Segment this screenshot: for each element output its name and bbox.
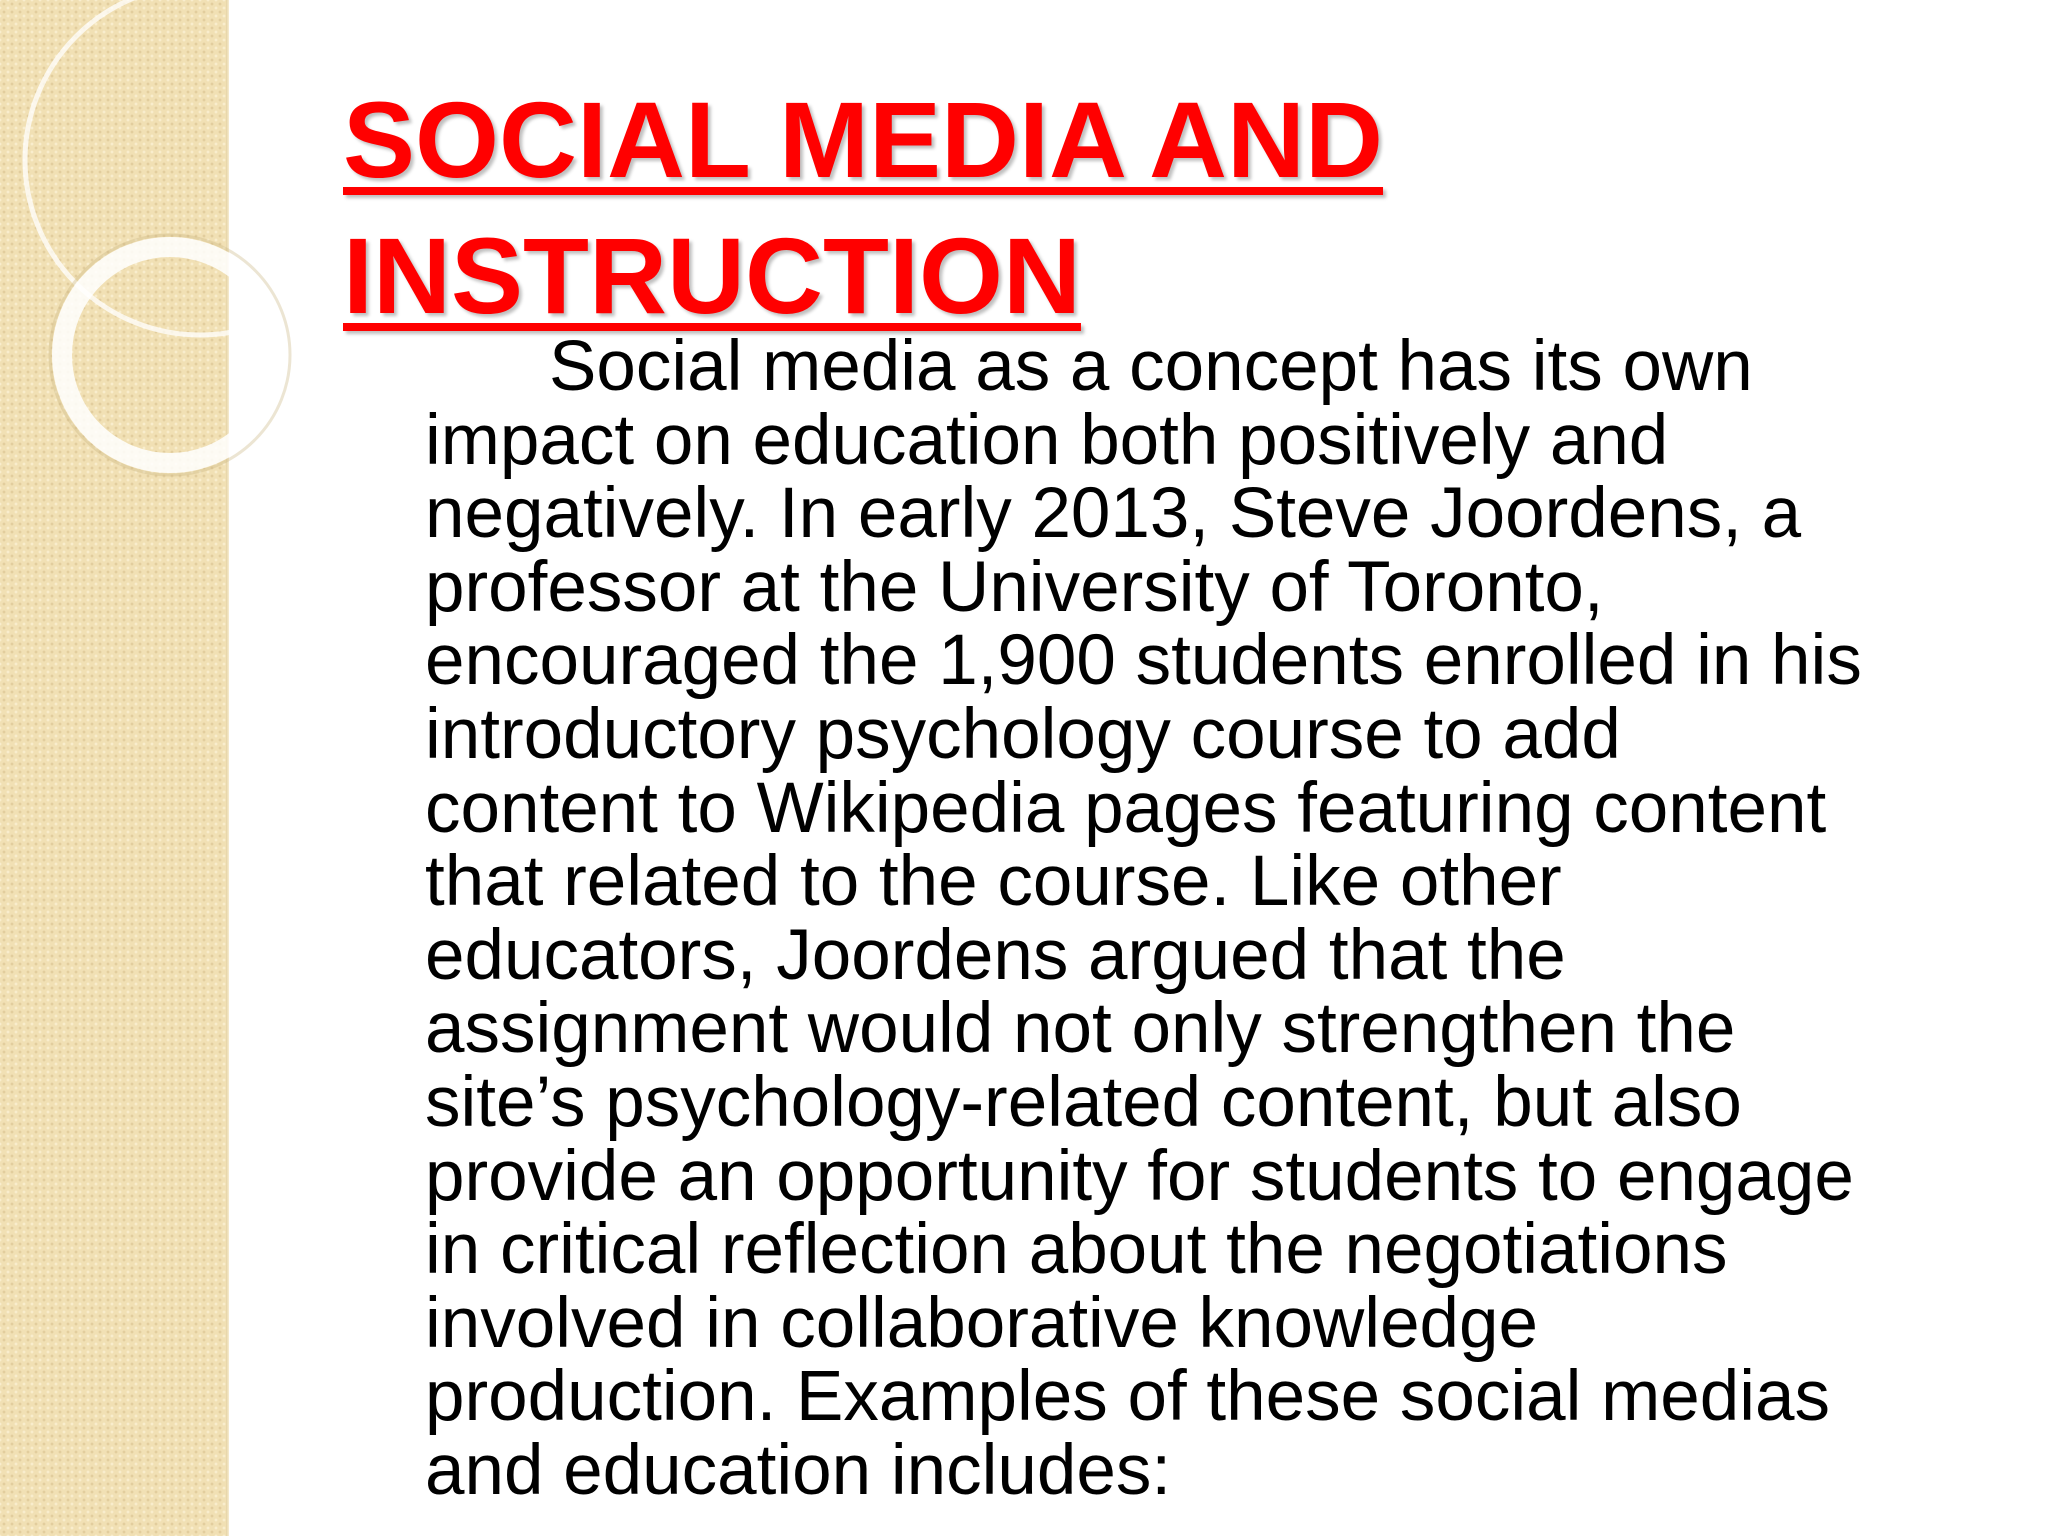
body-line: site’s psychology-related content, but also <box>425 1062 1742 1142</box>
body-line: negatively. In early 2013, Steve Joordens, a <box>425 474 1802 554</box>
body-line: provide an opportunity for students to engage <box>425 1136 1854 1216</box>
body-line: Social media as a concept has its own <box>549 327 1753 406</box>
body-paragraph <box>425 327 2035 1510</box>
decorative-rings <box>0 0 240 560</box>
body-line: impact on education both positively and <box>425 400 1669 480</box>
body-line: assignment would not only strengthen the <box>425 989 1736 1069</box>
slide-title <box>343 72 1383 344</box>
slide-title-line-2: INSTRUCTION <box>343 215 1081 336</box>
body-line: and education includes: <box>425 1430 1172 1510</box>
slide-title-line-1: SOCIAL MEDIA AND <box>343 79 1384 200</box>
body-line: professor at the University of Toronto, <box>425 547 1604 627</box>
body-line: involved in collaborative knowledge <box>425 1283 1539 1363</box>
body-line: production. Examples of these social medias <box>425 1357 1830 1437</box>
body-line: in critical reflection about the negotiations <box>425 1210 1728 1290</box>
body-line: educators, Joordens argued that the <box>425 915 1566 995</box>
body-line: that related to the course. Like other <box>425 842 1562 922</box>
body-line: content to Wikipedia pages featuring content <box>425 768 1827 848</box>
body-line: encouraged the 1,900 students enrolled in his <box>425 621 1862 701</box>
decorative-ring-small <box>62 247 278 463</box>
body-line: introductory psychology course to add <box>425 694 1621 774</box>
decorative-ring-small-shadow <box>50 235 290 475</box>
